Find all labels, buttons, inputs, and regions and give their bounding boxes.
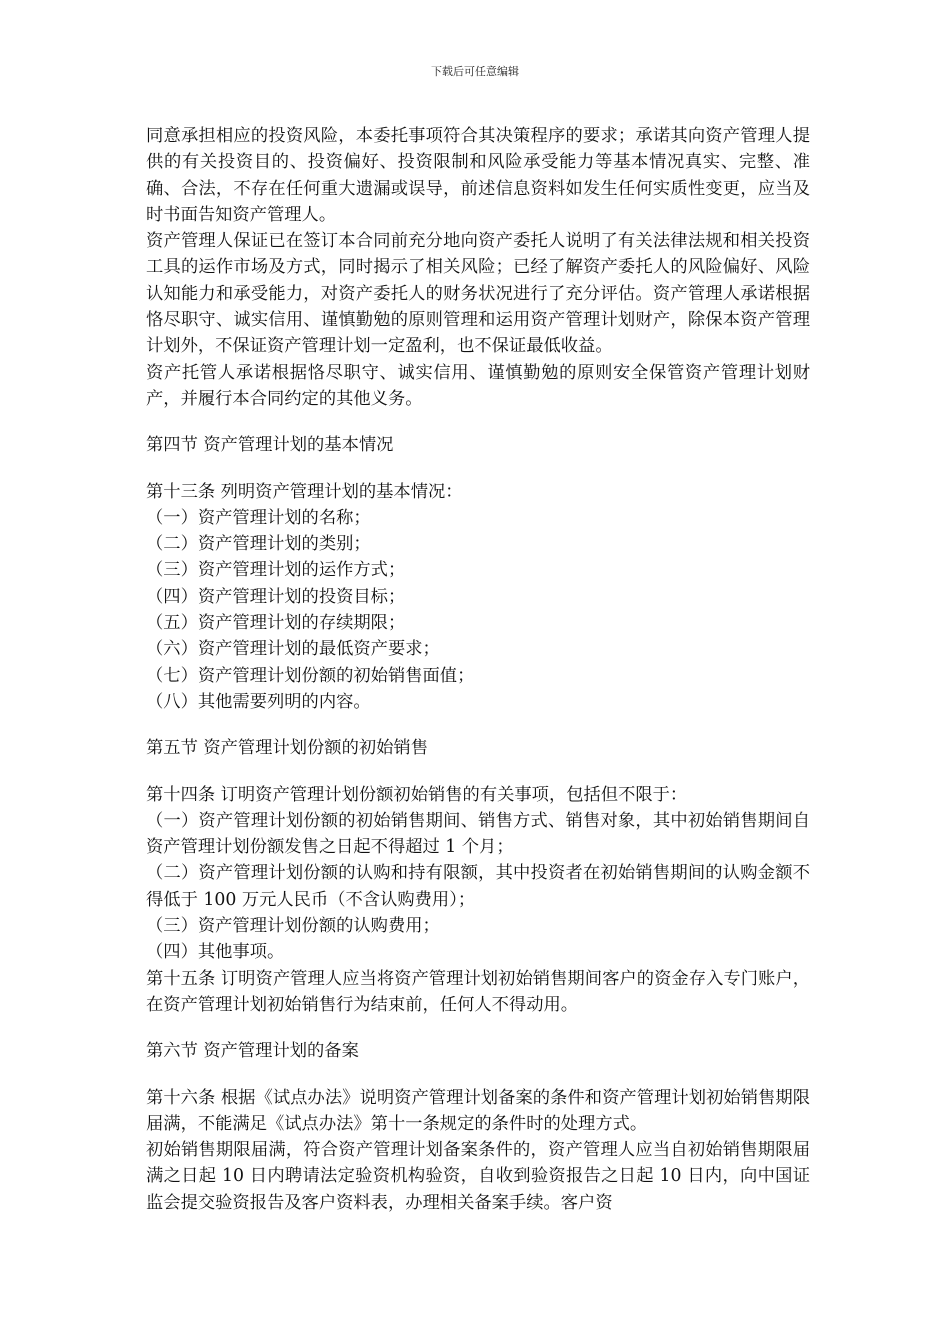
article-14: 第十四条 订明资产管理计划份额初始销售的有关事项，包括但不限于： [146,784,688,805]
paragraph-client-commitment: 同意承担相应的投资风险，本委托事项符合其决策程序的要求；承诺其向资产管理人提供的有关投资目的、投资偏好、投资限制和风险承受能力等基本情况真实、完整、准确、合法，不存在任何重大遗漏或误导，前述信息资料如发生任何实质性变更，应当及时书面告知资产管理人。 [146,126,810,225]
list-item: （五）资产管理计划的存续期限； [146,613,406,634]
list-item: （一）资产管理计划份额的初始销售期间、销售方式、销售对象，其中初始销售期间自资产管理计划份额发售之日起不得超过 1 个月； [146,810,810,858]
paragraph-manager-guarantee: 资产管理人保证已在签订本合同前充分地向资产委托人说明了有关法律法规和相关投资工具的运作市场及方式，同时揭示了相关风险；已经了解资产委托人的风险偏好、风险认知能力和承受能力，对资产委托人的财务状况进行了充分评估。资产管理人承诺根据恪尽职守、诚实信用、谨慎勤勉的原则管理和运用资产管理计划财产，除保本资产管理计划外，不保证资产管理计划一定盈利，也不保证最低收益。 [146,231,810,357]
list-item: （六）资产管理计划的最低资产要求； [146,639,440,660]
list-item: （二）资产管理计划份额的认购和持有限额，其中投资者在初始销售期间的认购金额不得低于 100 万元人民币（不含认购费用）； [146,863,810,910]
list-item: （二）资产管理计划的类别； [146,534,371,555]
section-heading-5: 第五节 资产管理计划份额的初始销售 [146,738,428,759]
paragraph-custodian-commitment: 资产托管人承诺根据恪尽职守、诚实信用、谨慎勤勉的原则安全保管资产管理计划财产，并履行本合同约定的其他义务。 [146,362,810,409]
article-15: 第十五条 订明资产管理人应当将资产管理计划初始销售期间客户的资金存入专门账户，在资产管理计划初始销售行为结束前，任何人不得动用。 [146,968,810,1015]
article-16: 第十六条 根据《试点办法》说明资产管理计划备案的条件和资产管理计划初始销售期限届满，不能满足《试点办法》第十一条规定的条件时的处理方式。 [146,1087,810,1134]
list-item: （四）其他事项。 [146,942,285,963]
document-body [146,123,810,1216]
page-header: 下载后可任意编辑 [431,65,519,78]
article-13: 第十三条 列明资产管理计划的基本情况： [146,481,463,502]
section-heading-4: 第四节 资产管理计划的基本情况 [146,435,394,456]
paragraph-filing-procedure: 初始销售期限届满，符合资产管理计划备案条件的，资产管理人应当自初始销售期限届满之日起 10 日内聘请法定验资机构验资，自收到验资报告之日起 10 日内，向中国证监会提交验资报告及客户资料表，办理相关备案手续。客户资 [146,1140,810,1213]
list-item: （一）资产管理计划的名称； [146,507,371,528]
section-heading-6: 第六节 资产管理计划的备案 [146,1041,359,1062]
list-item: （三）资产管理计划份额的认购费用； [146,916,440,937]
list-item: （四）资产管理计划的投资目标； [146,586,406,607]
list-item: （八）其他需要列明的内容。 [146,691,371,712]
list-item: （七）资产管理计划份额的初始销售面值； [146,665,475,686]
list-item: （三）资产管理计划的运作方式； [146,560,406,581]
